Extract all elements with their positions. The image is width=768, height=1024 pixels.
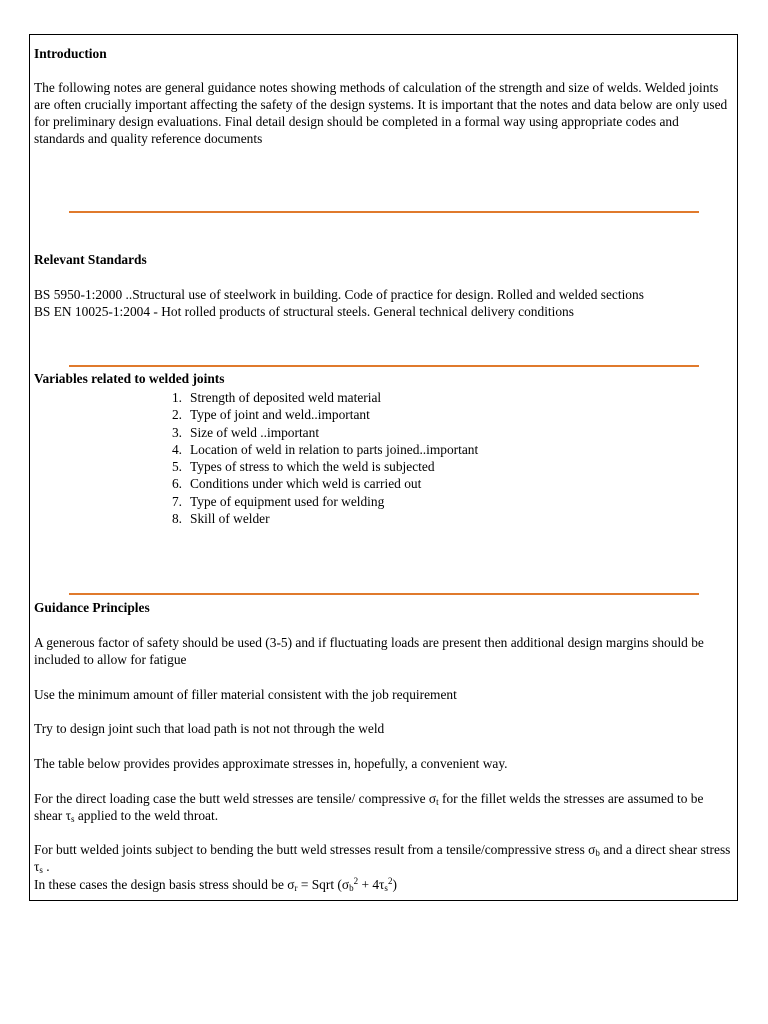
variables-heading: Variables related to welded joints — [34, 371, 225, 386]
list-item: 3. Size of weld ..important — [171, 424, 320, 440]
guidance-paragraph-2: Use the minimum amount of filler material consistent with the job requirement — [34, 687, 457, 702]
intro-paragraph: The following notes are general guidance notes showing methods of calculation of the strength and size of welds. Welded joints are often crucially important affecting the safety of the design systems. It is important that the notes and data below are only used for preliminary design evaluations. Final detail design should be completed in a formal way using appropriate codes and standards and quality reference documents — [34, 80, 728, 146]
list-item: 6. Conditions under which weld is carried out — [171, 476, 422, 492]
guidance-paragraph-1: A generous factor of safety should be used (3-5) and if fluctuating loads are present then additional design margins should be included to allow for fatigue — [34, 635, 704, 667]
design-basis-formula: In these cases the design basis stress should be $\sigma_r$ = Sqrt $(\sigma_b^2 + 4\tau_s^2)$ — [34, 876, 397, 893]
variables-list — [160, 389, 478, 527]
guidance-paragraph-5: For the direct loading case the butt weld stresses are tensile/ compressive $\sigma_t$ for the fillet welds the stresses are assumed to be shear $\tau_s$ applied to the weld throat. — [34, 791, 704, 824]
list-item: 7. Type of equipment used for welding — [171, 493, 385, 509]
document-frame — [29, 34, 738, 901]
standards-heading: Relevant Standards — [34, 252, 147, 267]
section-divider — [69, 365, 699, 367]
guidance-paragraph-6: For butt welded joints subject to bending the butt weld stresses result from a tensile/compressive stress $\sigma_b$ and a direct shear stress $\tau_s$ . — [34, 842, 731, 875]
list-item: 4. Location of weld in relation to parts joined..important — [171, 441, 479, 457]
guidance-paragraph-3: Try to design joint such that load path is not not through the weld — [34, 721, 385, 736]
list-item: 8. Skill of welder — [171, 511, 270, 527]
section-divider — [69, 211, 699, 213]
list-item: 2. Type of joint and weld..important — [171, 407, 370, 423]
section-divider — [69, 593, 699, 595]
standard-line-1: BS 5950-1:2000 ..Structural use of steelwork in building. Code of practice for design. Rolled and welded sections — [34, 287, 644, 302]
list-item: 5. Types of stress to which the weld is subjected — [171, 459, 435, 475]
guidance-paragraph-4: The table below provides provides approximate stresses in, hopefully, a convenient way. — [34, 756, 508, 771]
list-item: 1. Strength of deposited weld material — [171, 390, 382, 405]
standard-line-2: BS EN 10025-1:2004 - Hot rolled products of structural steels. General technical delivery conditions — [34, 304, 574, 319]
intro-heading: Introduction — [34, 46, 107, 61]
guidance-heading: Guidance Principles — [34, 600, 150, 615]
